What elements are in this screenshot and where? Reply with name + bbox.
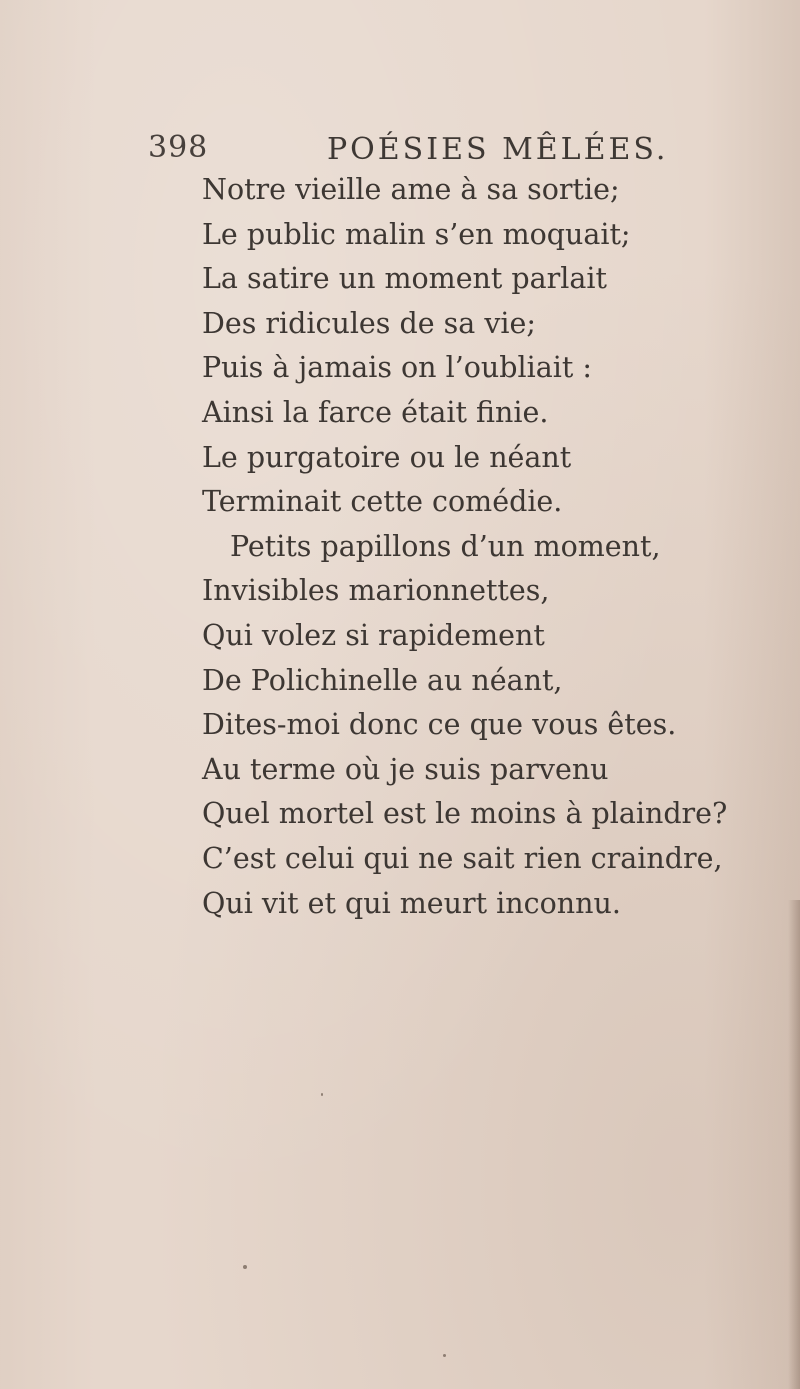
stanza-start-line: Petits papillons d’un moment, bbox=[230, 529, 661, 563]
poem-line: Le purgatoire ou le néant bbox=[202, 440, 572, 474]
poem-line: Terminait cette comédie. bbox=[202, 485, 563, 519]
poem-line: Quel mortel est le moins à plaindre? bbox=[202, 797, 728, 831]
page-number: 398 bbox=[148, 130, 209, 165]
running-title: POÉSIES MÊLÉES. bbox=[327, 132, 669, 167]
paper-speck bbox=[321, 1093, 323, 1096]
paper-speck bbox=[443, 1354, 446, 1357]
poem-line: De Polichinelle au néant, bbox=[202, 663, 563, 697]
poem-line: Au terme où je suis parvenu bbox=[202, 752, 609, 786]
poem-line: Qui volez si rapidement bbox=[202, 618, 545, 652]
poem-line: Dites-moi donc ce que vous êtes. bbox=[202, 708, 677, 742]
poem-line: Invisibles marionnettes, bbox=[202, 574, 550, 608]
poem-text bbox=[202, 168, 772, 926]
poem-line: Notre vieille ame à sa sortie; bbox=[202, 173, 620, 206]
poem-line: C’est celui qui ne sait rien craindre, bbox=[202, 841, 723, 875]
poem-line: Ainsi la farce était finie. bbox=[202, 395, 549, 429]
poem-line: Puis à jamais on l’oubliait : bbox=[202, 351, 592, 385]
poem-line: La satire un moment parlait bbox=[202, 262, 607, 296]
poem-line: Le public malin s’en moquait; bbox=[202, 217, 631, 251]
paper-speck bbox=[243, 1265, 247, 1269]
poem-line: Qui vit et qui meurt inconnu. bbox=[202, 886, 621, 920]
page-edge-shadow bbox=[788, 900, 800, 1389]
poem-line: Des ridicules de sa vie; bbox=[202, 306, 537, 340]
